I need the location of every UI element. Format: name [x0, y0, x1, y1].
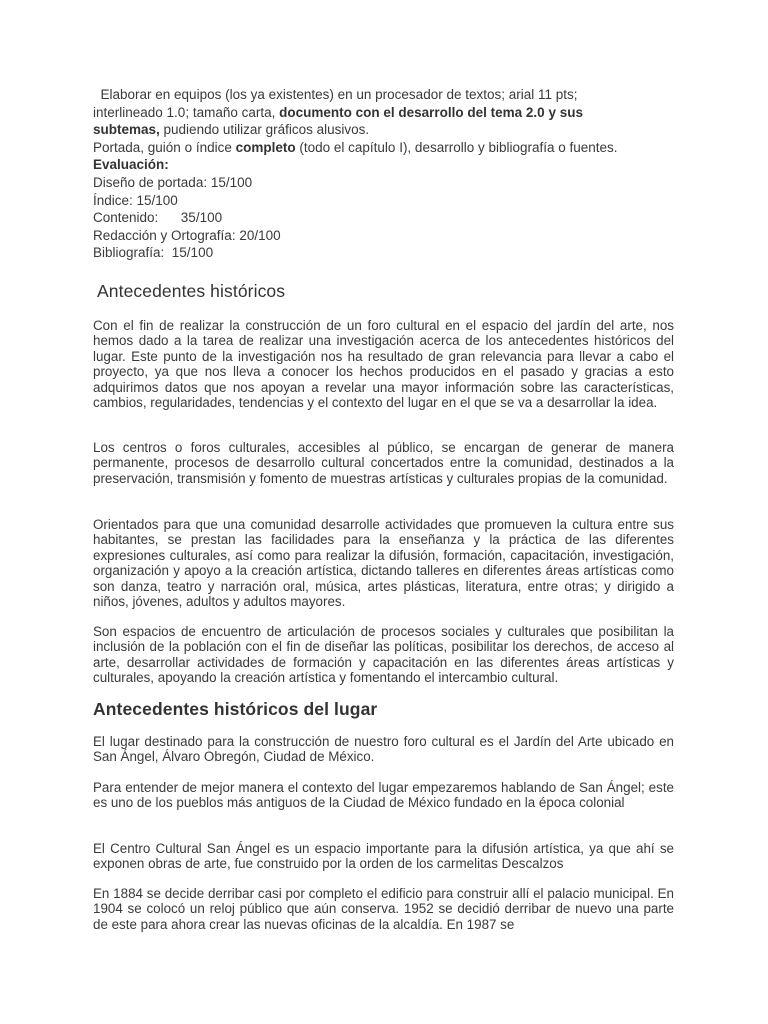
- paragraph: El Centro Cultural San Ángel es un espacio importante para la difusión artística, ya que ahí se exponen obras de arte, fue construido por la orden de los carmelitas Descalzos: [93, 841, 674, 872]
- instruction-line: [93, 104, 613, 122]
- evaluation-item: Índice: 15/100: [93, 192, 178, 208]
- instruction-bold-text: subtemas,: [93, 122, 160, 138]
- paragraph: Orientados para que una comunidad desarrolle actividades que promueven la cultura entre sus habitantes, se prestan las facilidades para la enseñanza y la práctica de las diferentes expresiones culturales, así como para realizar la difusión, formación, capacitación, investigación, organización y apoyo a la creación artística, dictando talleres en diferentes áreas artísticas como son danza, teatro y narración oral, música, artes plásticas, literatura, entre otras; y dirigido a niños, jóvenes, adultos y adultos mayores.: [93, 517, 674, 610]
- evaluation-item: Bibliografía: 15/100: [93, 245, 214, 261]
- paragraph: El lugar destinado para la construcción de nuestro foro cultural es el Jardín del Arte ubicado en San Ángel, Álvaro Obregón, Ciudad de México.: [93, 734, 674, 765]
- instruction-text: (todo el capítulo I), desarrollo y bibliografía o fuentes.: [295, 139, 618, 155]
- instruction-text: interlineado 1.0; tamaño carta,: [93, 104, 280, 120]
- evaluation-item: Diseño de portada: 15/100: [93, 174, 253, 190]
- instruction-bold-text: documento con el desarrollo del tema 2.0 y sus: [279, 104, 583, 120]
- evaluation-item: Redacción y Ortografía: 20/100: [93, 227, 281, 243]
- instruction-line: [93, 121, 613, 139]
- paragraph: Los centros o foros culturales, accesibles al público, se encargan de generar de manera permanente, procesos de desarrollo cultural concertados entre la comunidad, destinados a la preservación, transmisión y fomento de muestras artísticas y culturales propias de la comunidad.: [93, 440, 674, 486]
- instruction-line: [93, 139, 618, 157]
- instruction-text: Portada, guión o índice: [93, 139, 236, 155]
- section-heading: Antecedentes históricos del lugar: [93, 699, 378, 719]
- paragraph: En 1884 se decide derribar casi por completo el edificio para construir allí el palacio municipal. En 1904 se colocó un reloj público que aún conserva. 1952 se decidió derribar de nuevo una parte de este para ahora crear las nuevas oficinas de la alcaldía. En 1987 se: [93, 886, 674, 932]
- section-heading: Antecedentes históricos: [97, 281, 286, 301]
- instruction-bold-text: completo: [235, 139, 296, 155]
- instruction-line: Elaborar en equipos (los ya existentes) en un procesador de textos; arial 11 pts;: [93, 87, 578, 102]
- instruction-text: pudiendo utilizar gráficos alusivos.: [159, 122, 370, 138]
- paragraph: Con el fin de realizar la construcción de un foro cultural en el espacio del jardín del arte, nos hemos dado a la tarea de realizar una investigación acerca de los antecedentes históricos del lugar. Este punto de la investigación nos ha resultado de gran relevancia para llevar a cabo el proyecto, ya que nos lleva a conocer los hechos producidos en el pasado y gracias a esto adquirimos datos que nos apoyan a revelar una mayor información sobre las características, cambios, regularidades, tendencias y el contexto del lugar en el que se va a desarrollar la idea.: [93, 318, 674, 411]
- assignment-instructions: [93, 86, 618, 262]
- evaluation-label: Evaluación:: [93, 157, 169, 173]
- paragraph: Para entender de mejor manera el contexto del lugar empezaremos hablando de San Ángel; este es uno de los pueblos más antiguos de la Ciudad de México fundado en la época colonial: [93, 780, 674, 811]
- paragraph: Son espacios de encuentro de articulación de procesos sociales y culturales que posibilitan la inclusión de la población con el fin de diseñar las políticas, posibilitar los derechos, de acceso al arte, desarrollar actividades de formación y capacitación en las diferentes áreas artísticas y culturales, apoyando la creación artística y fomentando el intercambio cultural.: [93, 624, 674, 686]
- evaluation-item: Contenido: 35/100: [93, 210, 223, 226]
